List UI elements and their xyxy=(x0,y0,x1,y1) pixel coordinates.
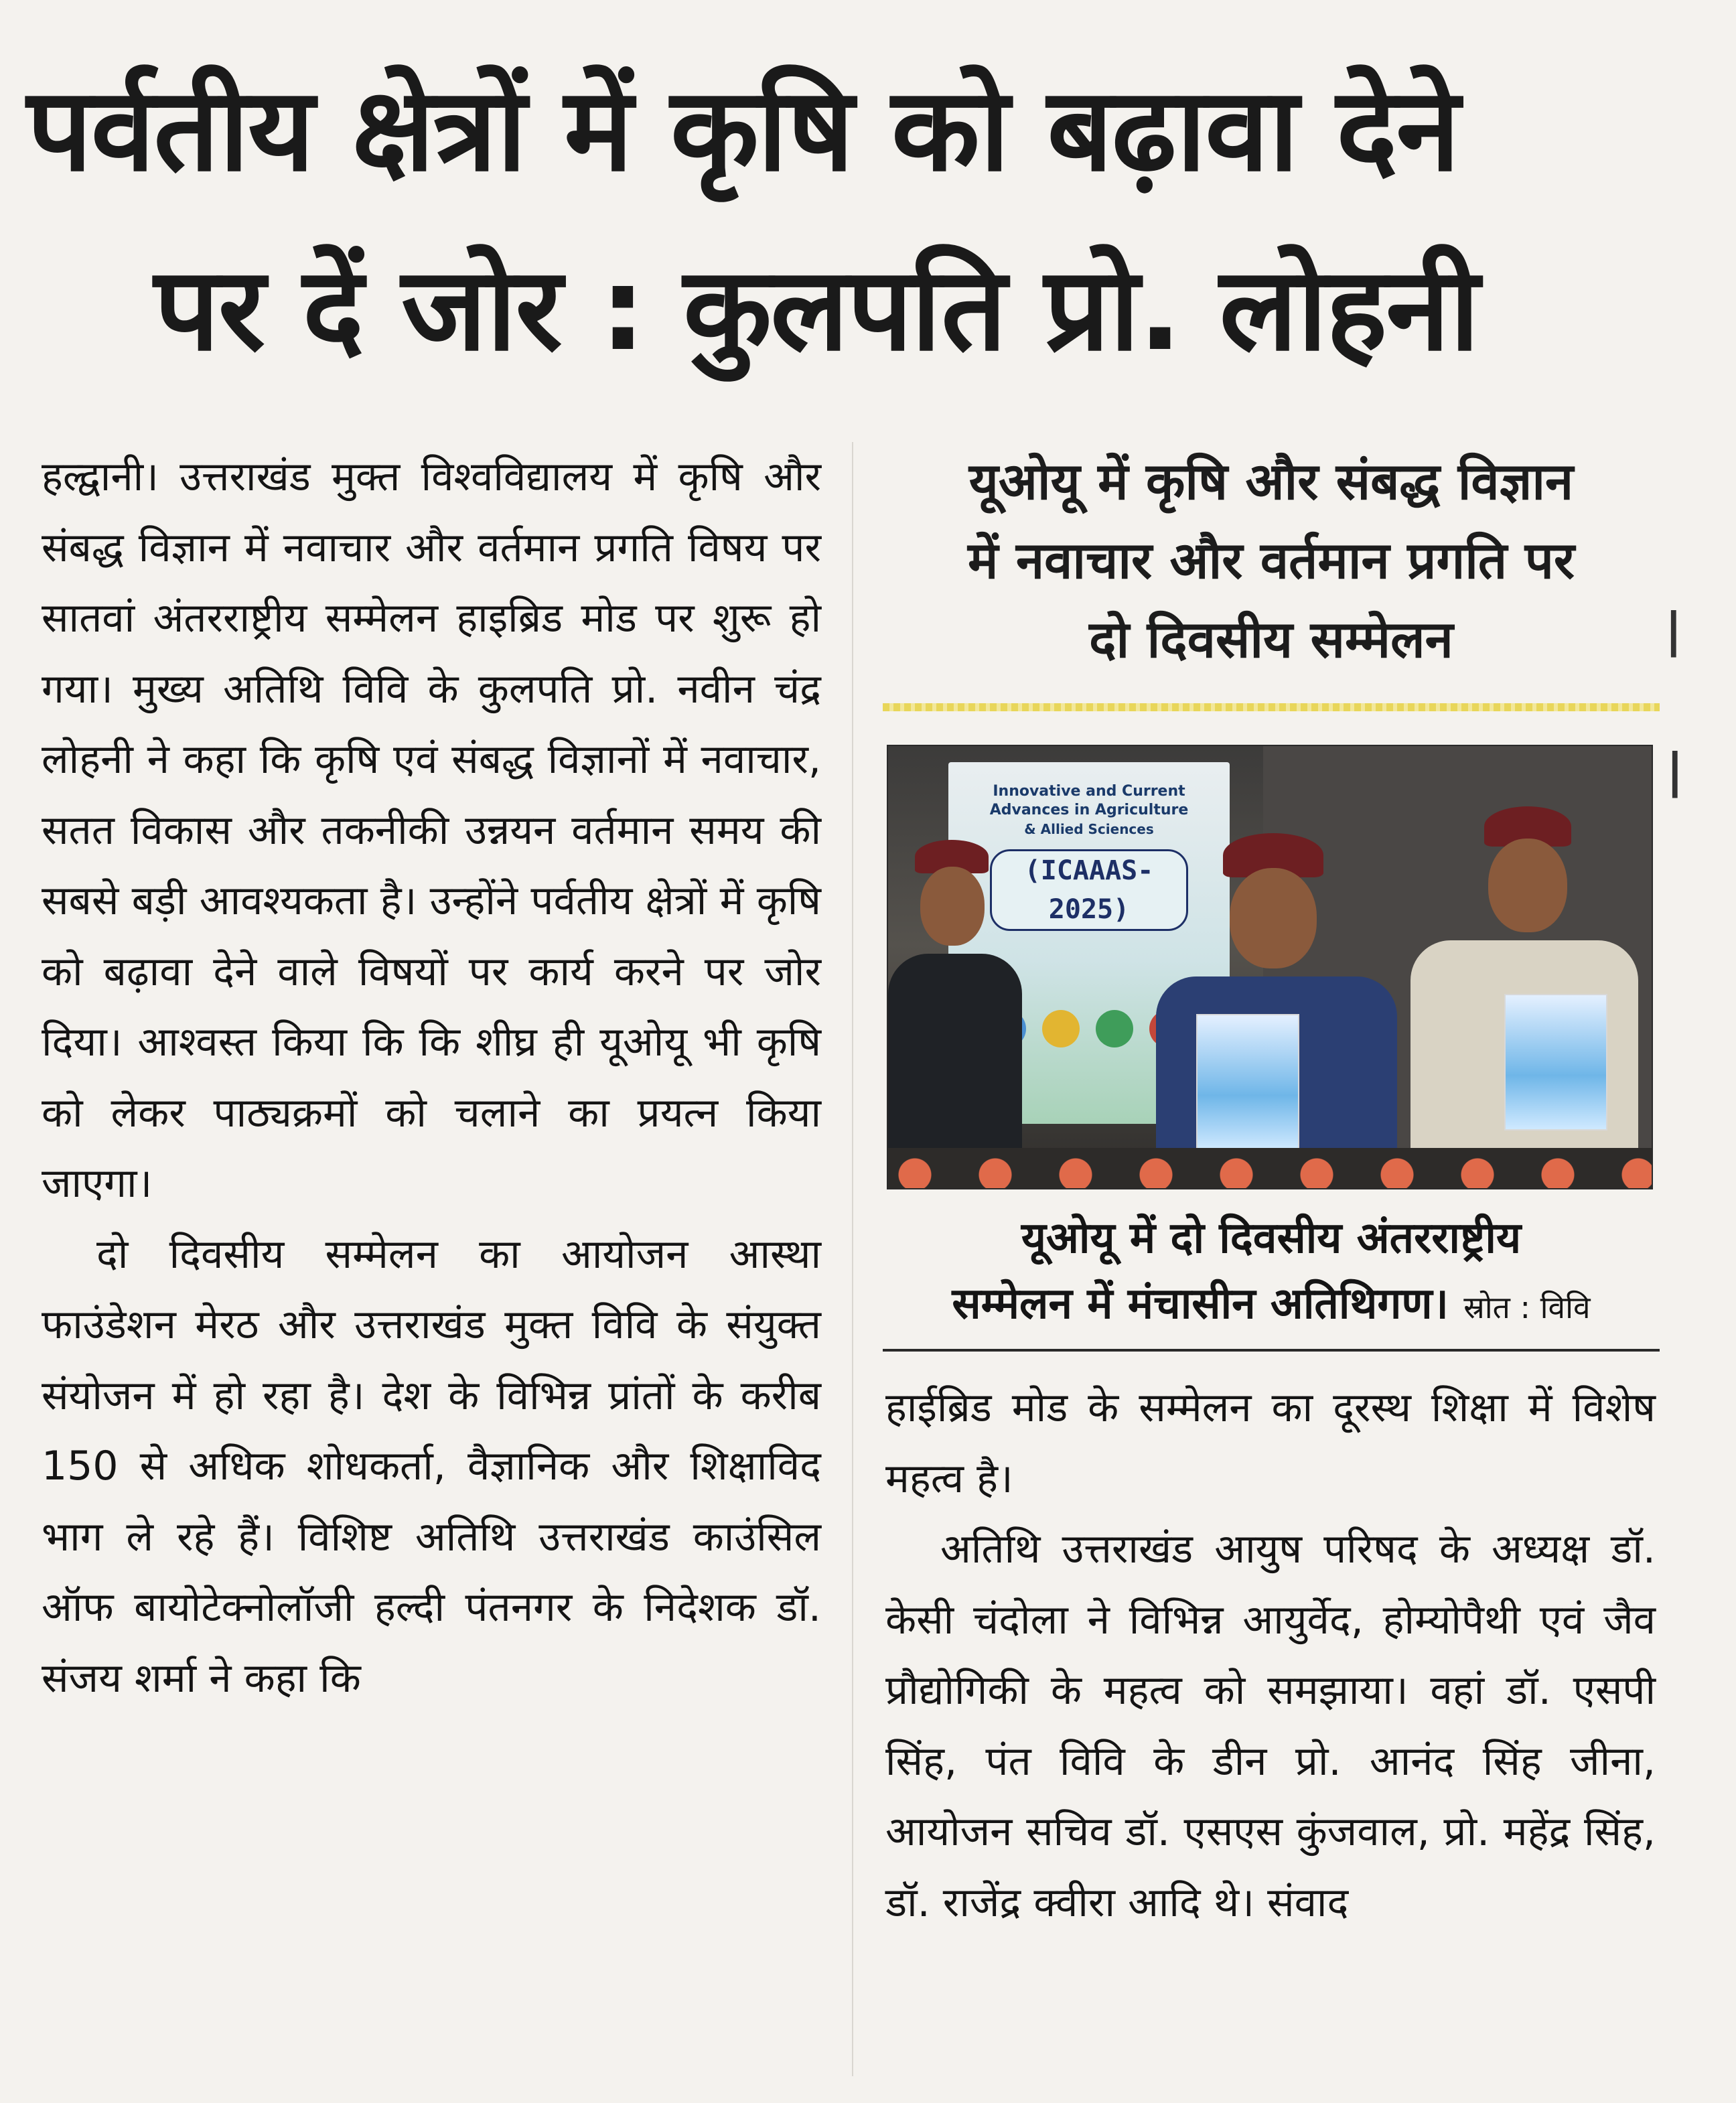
right-paragraph-2: अतिथि उत्तराखंड आयुष परिषद के अध्यक्ष डॉ. केसी चंदोला ने विभिन्न आयुर्वेद, होम्योपैथी एवं जैव प्रौद्योगिकी के महत्व को समझाया। वहां डॉ. एसपी सिंह, पंत विवि के डीन प्रो. आनंद सिंह जीना, आयोजन सचिव डॉ. एसएस कुंजवाल, प्रो. महेंद्र सिंह, डॉ. राजेंद्र क्वीरा आदि थे। संवाद xyxy=(885,1526,1656,1926)
subheadline-line-1: यूओयू में कृषि और संबद्ध विज्ञान xyxy=(968,451,1574,511)
banner-conference-code: (ICAAAS-2025) xyxy=(990,849,1188,931)
right-column xyxy=(883,442,1660,1926)
banner-line-1: Innovative and Current xyxy=(993,783,1185,800)
column-divider xyxy=(852,442,853,2076)
subheadline-line-2: में नवाचार और वर्तमान प्रगति पर xyxy=(968,530,1575,590)
left-paragraph-2: दो दिवसीय सम्मेलन का आयोजन आस्था फाउंडेशन मेरठ और उत्तराखंड मुक्त विवि के संयुक्त संयोजन में हो रहा है। देश के विभिन्न प्रांतों के करीब 150 से अधिक शोधकर्ता, वैज्ञानिक और शिक्षाविद भाग ले रहे हैं। विशिष्ट अतिथि उत्तराखंड काउंसिल ऑफ बायोटेक्नोलॉजी हल्दी पंतनगर के निदेशक डॉ. संजय शर्मा ने कहा कि xyxy=(42,1230,821,1702)
logo-circle xyxy=(1096,1010,1133,1047)
banner-line-3: & Allied Sciences xyxy=(1024,821,1154,837)
logo-circle xyxy=(1042,1010,1080,1047)
headline-line-2: पर दें जोर : कुलपति प्रो. लोहनी xyxy=(154,242,1479,376)
edge-mark: | xyxy=(1665,603,1682,658)
edge-mark: | xyxy=(1666,743,1684,798)
headline-line-1: पर्वतीय क्षेत्रों में कृषि को बढ़ावा देने xyxy=(27,62,1459,197)
subheadline xyxy=(883,442,1660,679)
yellow-rule xyxy=(883,703,1660,711)
brochure xyxy=(1196,1014,1299,1151)
face xyxy=(1230,868,1317,968)
right-paragraph-1: हाईब्रिड मोड के सम्मेलन का दूरस्थ शिक्षा में विशेष महत्व है। xyxy=(885,1384,1656,1502)
caption-text: सम्मेलन में मंचासीन अतिथिगण। xyxy=(952,1279,1449,1329)
person-right xyxy=(1410,806,1638,1188)
caption-rule xyxy=(883,1349,1660,1352)
subheadline-line-3: दो दिवसीय सम्मेलन xyxy=(1089,609,1453,669)
caption-line-2 xyxy=(883,1271,1660,1340)
banner-line-2: Advances in Agriculture xyxy=(989,802,1189,818)
headline xyxy=(27,40,1661,399)
left-paragraph-1: हल्द्वानी। उत्तराखंड मुक्त विश्वविद्यालय में कृषि और संबद्ध विज्ञान में नवाचार और वर्तमान प्रगति विषय पर सातवां अंतरराष्ट्रीय सम्मेलन हाइब्रिड मोड पर शुरू हो गया। मुख्य अतिथि विवि के कुलपति प्रो. नवीन चंद्र लोहनी ने कहा कि कृषि एवं संबद्ध विज्ञानों में नवाचार, सतत विकास और तकनीकी उन्नयन वर्तमान समय की सबसे बड़ी आवश्यकता है। उन्होंने पर्वतीय क्षेत्रों में कृषि को बढ़ावा देने वाले विषयों पर कार्य करने पर जोर दिया। आश्वस्त किया कि कि शीघ्र ही यूओयू भी कृषि को लेकर पाठ्यक्रमों को चलाने का प्रयत्न किया जाएगा। xyxy=(42,453,821,1207)
caption-line-1: यूओयू में दो दिवसीय अंतरराष्ट्रीय xyxy=(1021,1214,1522,1263)
person-left xyxy=(888,840,1022,1188)
left-column xyxy=(42,442,821,1714)
brochure xyxy=(1504,994,1607,1131)
flower-decoration xyxy=(888,1148,1652,1188)
photo-source: स्रोत : विवि xyxy=(1463,1289,1591,1325)
photo-caption xyxy=(883,1206,1660,1340)
right-body-text xyxy=(885,1373,1656,1938)
event-photo xyxy=(887,745,1653,1189)
face xyxy=(920,867,985,946)
person-center xyxy=(1143,833,1410,1188)
face xyxy=(1488,839,1567,932)
